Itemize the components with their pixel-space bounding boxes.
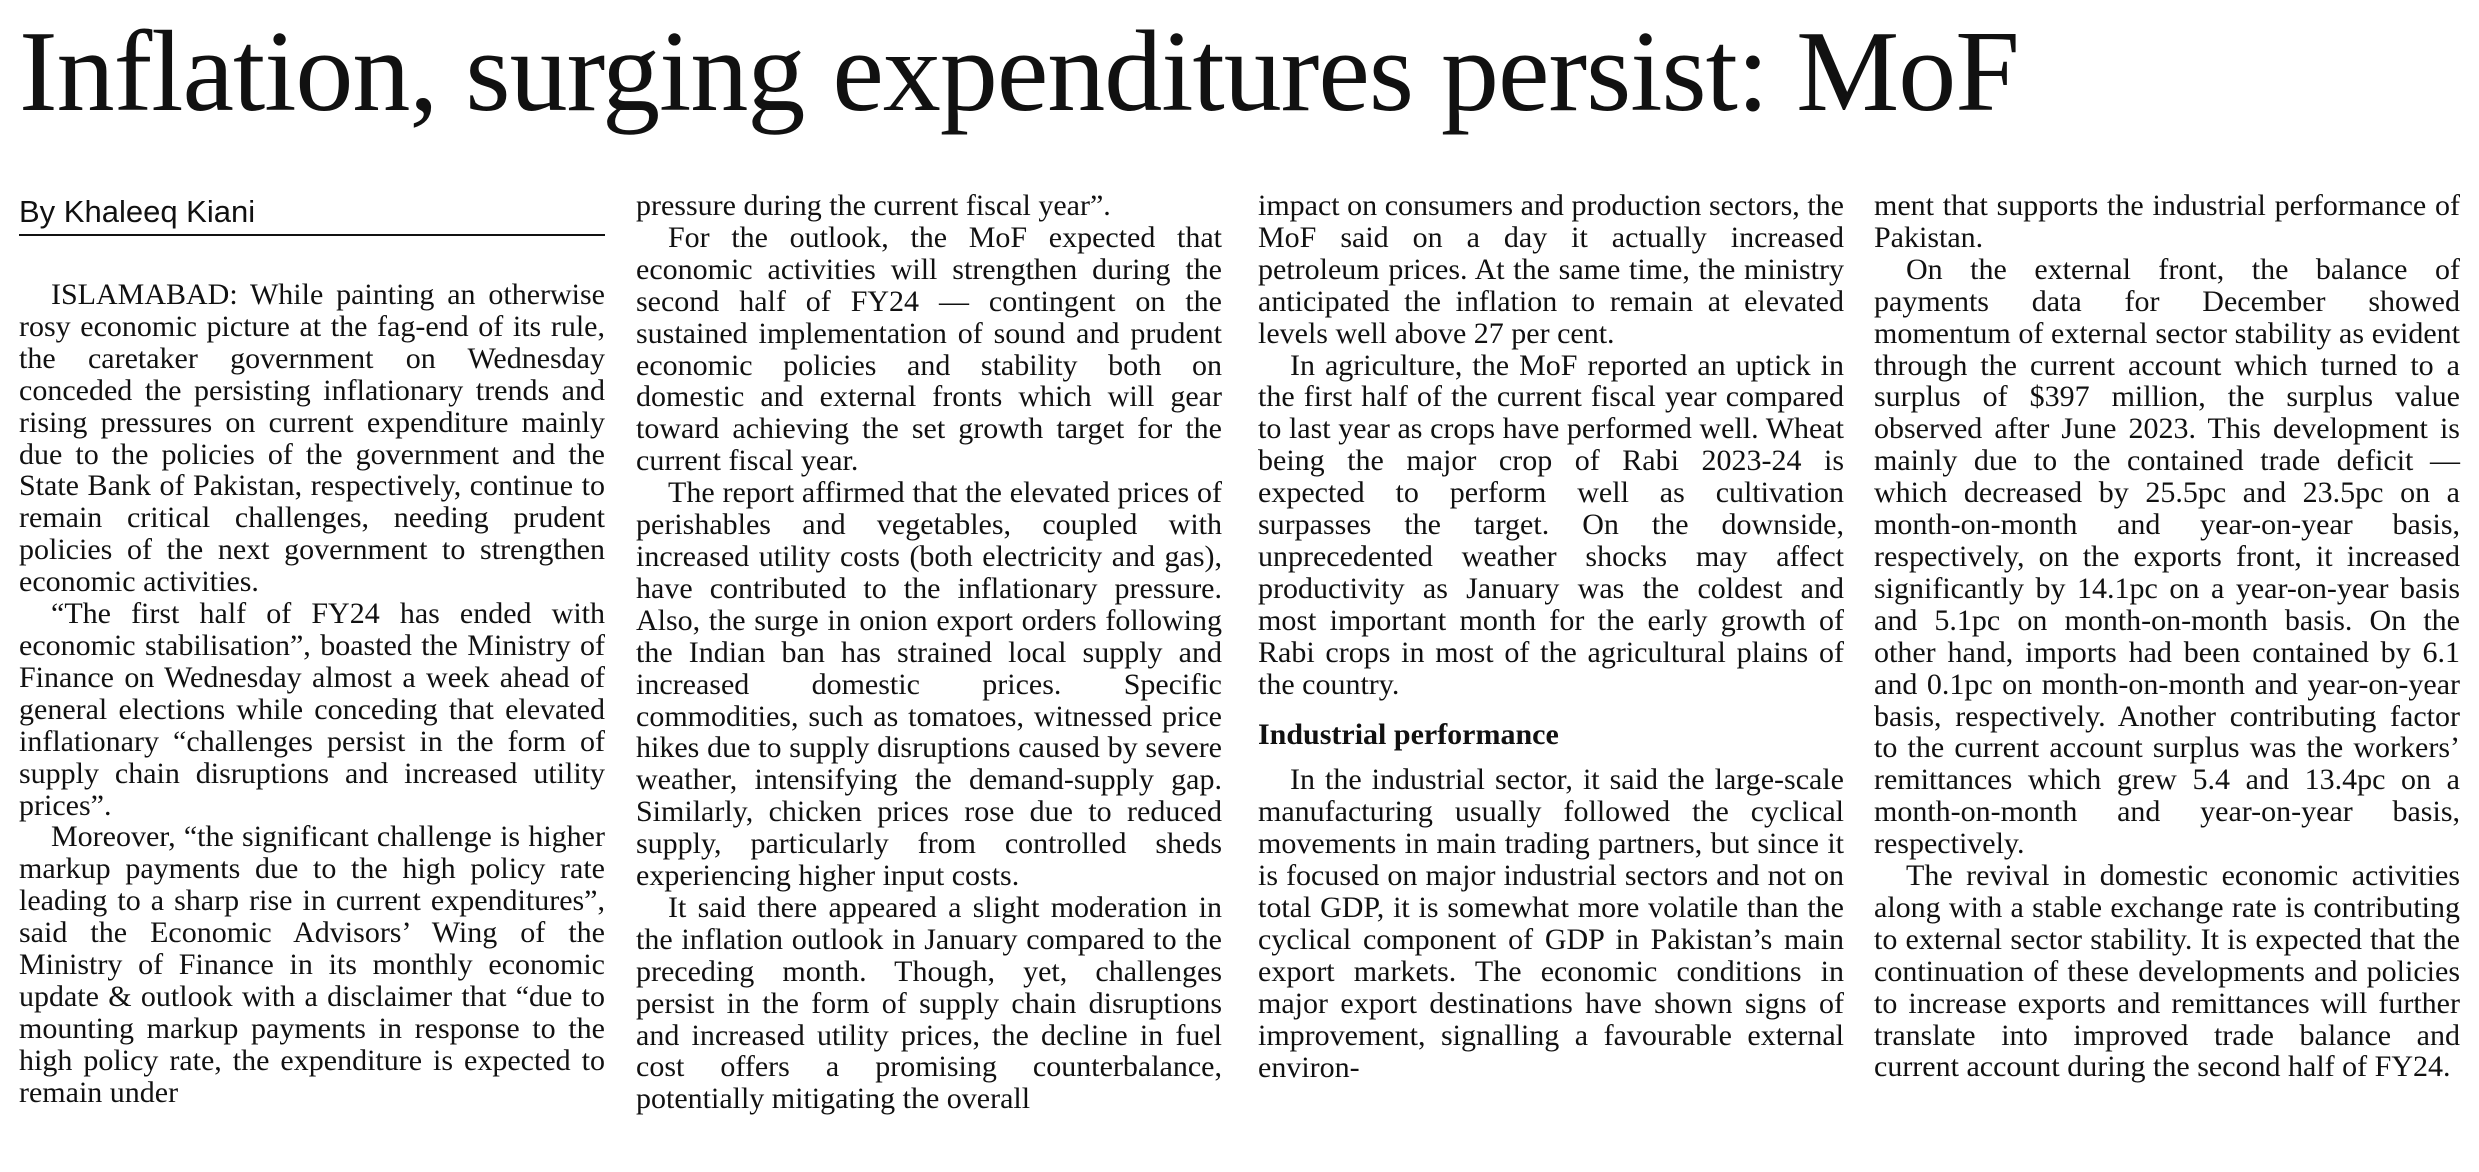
article-paragraph: In agriculture, the MoF reported an uptick in the first half of the current fiscal year compared to last year as crops have performed well. Wheat being the major crop of Rabi 2023-24 is expected to perform well as cultivation surpasses the target. On the downside, unprecedented weather shocks may affect productivity as January was the coldest and most important month for the early growth of Rabi crops in most of the agricultural plains of the country. — [1258, 348, 1844, 701]
article-paragraph: For the outlook, the MoF expected that economic activities will strengthen during the second half of FY24 — contingent on the sustained implementation of sound and prudent economic policies and stability both on domestic and external fronts which will gear toward achieving the set growth target for the current fiscal year. — [636, 220, 1222, 478]
section-subhead: Industrial performance — [1258, 717, 1559, 751]
article-paragraph: “The first half of FY24 has ended with economic stabilisation”, boasted the Ministry of Finance on Wednesday almost a week ahead of general elections while conceding that elevated inflationary “challenges persist in the form of supply chain disruptions and increased utility prices”. — [19, 597, 605, 822]
article-column-2 — [636, 190, 1222, 1115]
article-column-1 — [19, 190, 605, 1109]
article-column-4 — [1874, 190, 2460, 1083]
article-column-3 — [1258, 190, 1844, 1083]
headline: Inflation, surging expenditures persist: MoF — [19, 8, 2019, 136]
article-paragraph: On the external front, the balance of payments data for December showed momentum of external sector stability as evident through the current account which turned to a surplus of $397 million, the surplus value observed after June 2023. This development is mainly due to the contained trade deficit — which decreased by 25.5pc and 23.5pc on a month-on-month and year-on-year basis, respectively, on the exports front, it increased significantly by 14.1pc on a year-on-year basis and 5.1pc on month-on-month basis. On the other hand, imports had been contained by 6.1 and 0.1pc on month-on-month and year-on-year basis, respectively. Another contributing factor to the current account surplus was the workers’ remittances which grew 5.4 and 13.4pc on a month-on-month and year-on-year basis, respectively. — [1874, 252, 2460, 861]
byline-divider — [19, 234, 605, 236]
article-paragraph-continued: impact on consumers and production sectors, the MoF said on a day it actually increased petroleum prices. At the same time, the ministry anticipated the inflation to remain at elevated levels well above 27 per cent. — [1258, 189, 1844, 350]
article-paragraph: The report affirmed that the elevated prices of perishables and vegetables, coupled with increased utility costs (both electricity and gas), have contributed to the inflationary pressure. Also, the surge in onion export orders following the Indian ban has strained local supply and increased domestic prices. Specific commodities, such as tomatoes, witnessed price hikes due to supply disruptions caused by severe weather, intensifying the demand-supply gap. Similarly, chicken prices rose due to reduced supply, particularly from controlled sheds experiencing higher input costs. — [636, 476, 1222, 893]
byline: By Khaleeq Kiani — [19, 194, 256, 229]
article-paragraph-continued: ment that supports the industrial performance of Pakistan. — [1874, 189, 2460, 254]
article-paragraph: ISLAMABAD: While painting an otherwise rosy economic picture at the fag-end of its rule, the caretaker government on Wednesday conceded the persisting inflationary trends and rising pressures on current expenditure mainly due to the policies of the government and the State Bank of Pakistan, respectively, continue to remain critical challenges, needing prudent policies of the next government to strengthen economic activities. — [19, 278, 605, 599]
article-paragraph: Moreover, “the significant challenge is higher markup payments due to the high policy rate leading to a sharp rise in current expenditures”, said the Economic Advisors’ Wing of the Ministry of Finance in its monthly economic update & outlook with a disclaimer that “due to mounting markup payments in response to the high policy rate, the expenditure is expected to remain under — [19, 820, 605, 1109]
article-paragraph: It said there appeared a slight moderation in the inflation outlook in January compared to the preceding month. Though, yet, challenges persist in the form of supply chain disruptions and increased utility prices, the decline in fuel cost offers a promising counterbalance, potentially mitigating the overall — [636, 890, 1222, 1116]
article-paragraph-continued: pressure during the current fiscal year”. — [636, 189, 1111, 222]
article-paragraph: The revival in domestic economic activities along with a stable exchange rate is contributing to external sector stability. It is expected that the continuation of these developments and policies to increase exports and remittances will further translate into improved trade balance and current account during the second half of FY24. — [1874, 859, 2460, 1084]
article-paragraph: In the industrial sector, it said the large-scale manufacturing usually followed the cyclical movements in main trading partners, but since it is focused on major industrial sectors and not on total GDP, it is somewhat more volatile than the cyclical component of GDP in Pakistan’s main export markets. The economic conditions in major export destinations have shown signs of improvement, signalling a favourable external environ- — [1258, 763, 1844, 1084]
